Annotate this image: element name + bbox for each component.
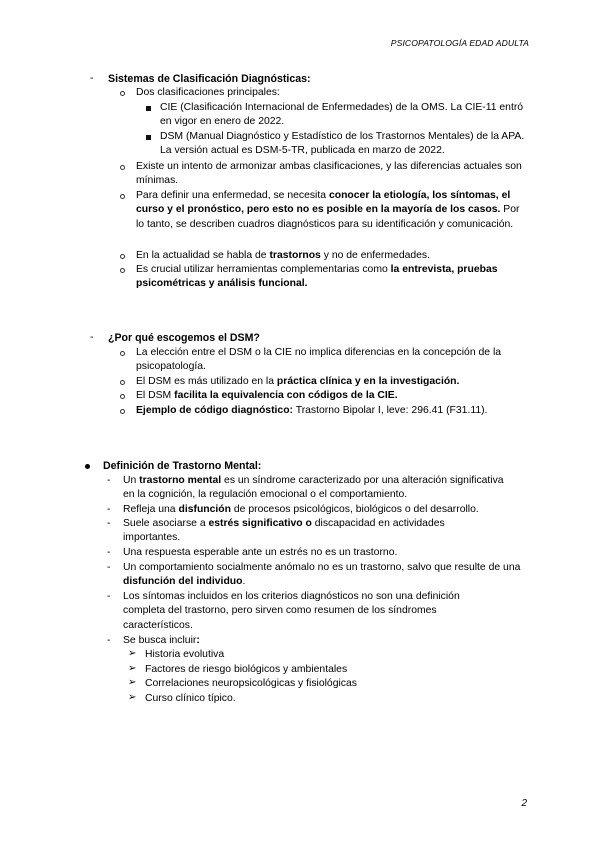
list-dash: -	[107, 518, 111, 529]
bullet-circle	[120, 380, 125, 385]
arrow-bullet-icon: ➢	[128, 692, 137, 703]
list-item: Ejemplo de código diagnóstico: Trastorno Bipolar I, leve: 296.41 (F31.11).	[136, 405, 488, 416]
list-dash: -	[107, 475, 111, 486]
arrow-bullet-icon: ➢	[128, 648, 137, 659]
bullet-circle	[120, 165, 125, 170]
sub-list-item: Factores de riesgo biológicos y ambientales	[145, 664, 348, 675]
page-number: 2	[521, 798, 527, 809]
list-dash: -	[107, 635, 111, 646]
sub-list-item: Curso clínico típico.	[145, 693, 236, 704]
list-item: El DSM es más utilizado en la práctica clínica y en la investigación.	[136, 376, 460, 387]
list-dash: -	[107, 591, 111, 602]
list-dash: -	[107, 547, 111, 558]
list-item: Refleja una disfunción de procesos psicológicos, biológicos o del desarrollo.	[123, 504, 479, 515]
list-item: La elección entre el DSM o la CIE no implica diferencias en la concepción de la psicopatología.	[136, 347, 502, 373]
arrow-bullet-icon: ➢	[128, 663, 137, 674]
bullet-circle	[120, 268, 125, 273]
list-item: Una respuesta esperable ante un estrés no es un trastorno.	[123, 547, 398, 558]
list-item: En la actualidad se habla de trastornos y no de enfermedades.	[136, 250, 431, 261]
section2-title: ¿Por qué escogemos el DSM?	[108, 332, 260, 344]
bullet-circle	[120, 91, 125, 96]
list-dash: -	[107, 562, 111, 573]
section1-dash: -	[90, 73, 94, 84]
list-item: El DSM facilita la equivalencia con códigos de la CIE.	[136, 390, 398, 401]
bullet-circle	[120, 351, 125, 356]
bullet-circle	[120, 194, 125, 199]
list-dash: -	[107, 504, 111, 515]
list-item: Dos clasificaciones principales:	[136, 87, 280, 98]
bullet-circle	[120, 254, 125, 259]
bullet-square	[146, 135, 151, 140]
list-item: Para definir una enfermedad, se necesita conocer la etiología, los síntomas, el curso y el pronóstico, pero esto no es posible en la mayoría de los casos. Por lo tanto, se describen cuadros diagnósticos para su identificación y comunicación.	[136, 190, 520, 230]
bullet-square	[146, 106, 151, 111]
list-item: Un comportamiento socialmente anómalo no es un trastorno, salvo que resulte de una disfunción del individuo.	[123, 562, 521, 588]
section1-title: Sistemas de Clasificación Diagnósticas:	[108, 73, 311, 85]
bullet-circle	[120, 394, 125, 399]
list-item: Los síntomas incluidos en los criterios diagnósticos no son una definición completa del trastorno, pero sirven como resumen de los síndromes característicos.	[123, 591, 460, 631]
bullet-dot	[85, 464, 90, 469]
list-item: Existe un intento de armonizar ambas clasificaciones, y las diferencias actuales son mínimas.	[136, 161, 522, 187]
page-header: PSICOPATOLOGÍA EDAD ADULTA	[390, 38, 529, 48]
list-item: DSM (Manual Diagnóstico y Estadístico de los Trastornos Mentales) de la APA. La versión actual es DSM-5-TR, publicada en marzo de 2022.	[160, 131, 525, 157]
list-item: Un trastorno mental es un síndrome caracterizado por una alteración significativa en la cognición, la regulación emocional o el comportamiento.	[123, 475, 504, 501]
list-item: CIE (Clasificación Internacional de Enfermedades) de la OMS. La CIE-11 entró en vigor en enero de 2022.	[160, 102, 524, 128]
arrow-bullet-icon: ➢	[128, 677, 137, 688]
section3-title: Definición de Trastorno Mental:	[103, 460, 262, 472]
list-item: Es crucial utilizar herramientas complementarias como la entrevista, pruebas psicométricas y análisis funcional.	[136, 264, 498, 290]
sub-list-item: Historia evolutiva	[145, 649, 225, 660]
list-item: Suele asociarse a estrés significativo o discapacidad en actividades importantes.	[123, 518, 445, 544]
bullet-circle	[120, 409, 125, 414]
sub-list-item: Correlaciones neuropsicológicas y fisiológicas	[145, 678, 357, 689]
section2-dash: -	[90, 332, 94, 343]
list-item: Se busca incluir:	[123, 635, 200, 646]
